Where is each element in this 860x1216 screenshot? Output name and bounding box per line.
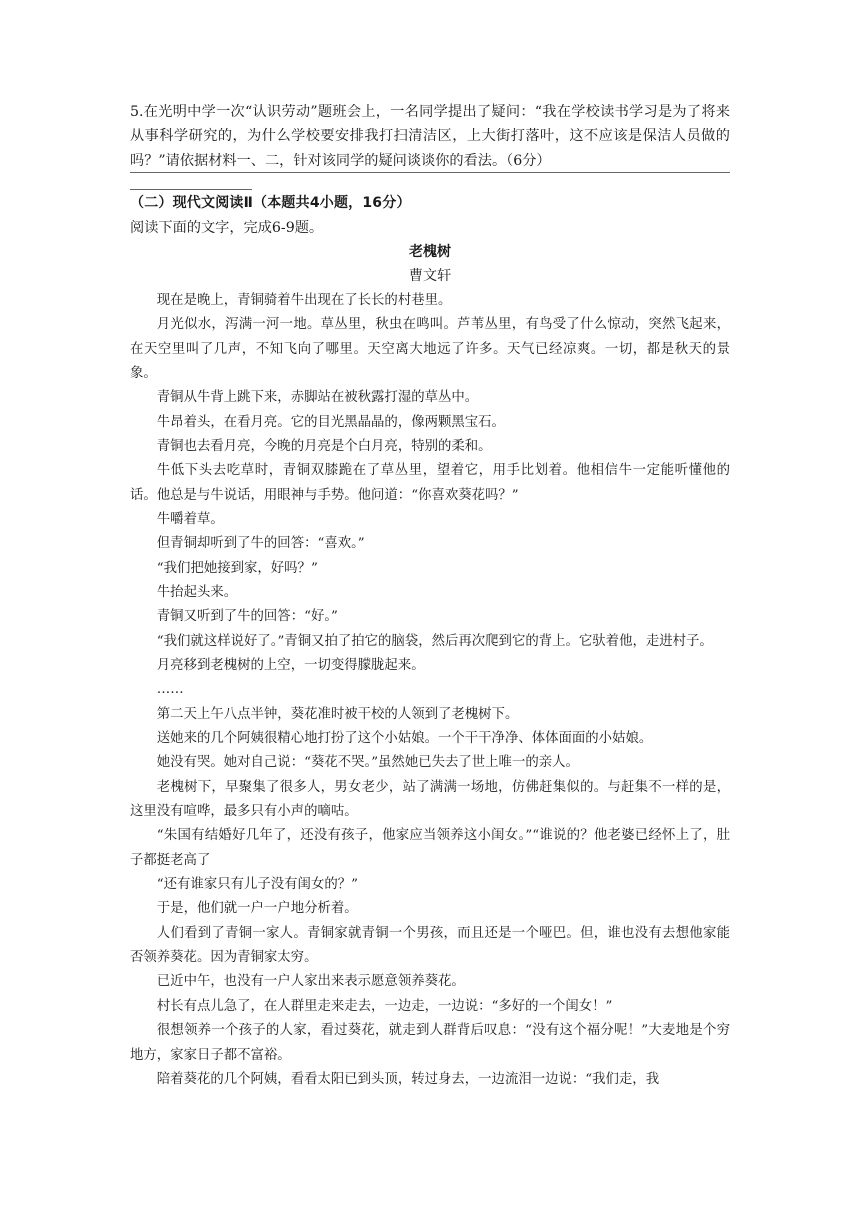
article-paragraph: 牛抬起头来。: [156, 584, 238, 600]
article-paragraph: 很想领养一个孩子的人家，看过葵花，就走到人群背后叹息：“没有这个福分呢！”大麦地是个穷地方，家家日子都不富裕。: [130, 1023, 730, 1063]
article-paragraph: 现在是晚上，青铜骑着牛出现在了长长的村巷里。: [156, 292, 452, 308]
section-heading: （二）现代文阅读Ⅱ（本题共4小题，16分）: [130, 195, 411, 212]
answer-line-short: [130, 189, 252, 190]
article-paragraph: 老槐树下，早聚集了很多人，男女老少，站了满满一场地，仿佛赶集似的。与赶集不一样的是，这里没有喧哗，最多只有小声的嘀咕。: [130, 779, 730, 820]
article-paragraph: 青铜从牛背上跳下来，赤脚站在被秋露打湿的草丛中。: [156, 390, 479, 406]
article-paragraph: 牛低下头去吃草时，青铜双膝跪在了草丛里，望着它，用手比划着。他相信牛一定能听懂他的话。他总是与牛说话，用眼神与手势。他问道：“你喜欢葵花吗？”: [130, 463, 730, 503]
article-paragraph: 牛嚼着草。: [156, 511, 224, 527]
article-paragraph: 人们看到了青铜一家人。青铜家就青铜一个男孩，而且还是一个哑巴。但，谁也没有去想他家能否领养葵花。因为青铜家太穷。: [130, 925, 730, 966]
article-paragraph: 村长有点儿急了，在人群里走来走去，一边走，一边说：“多好的一个闺女！”: [156, 998, 613, 1014]
page-content: [130, 100, 730, 1092]
article-paragraph: 第二天上午八点半钟，葵花准时被干校的人领到了老槐树下。: [156, 706, 519, 722]
article-paragraph: 送她来的几个阿姨很精心地打扮了这个小姑娘。一个干干净净、体体面面的小姑娘。: [156, 731, 653, 747]
article-paragraph: 于是，他们就一户一户地分析着。: [156, 901, 358, 917]
article-paragraph: 月光似水，泻满一河一地。草丛里，秋虫在鸣叫。芦苇丛里，有鸟受了什么惊动，突然飞起来，在天空里叫了几声，不知飞向了哪里。天空离大地远了许多。天气已经凉爽。一切，都是秋天的景象。: [130, 317, 730, 381]
article-paragraph: 她没有哭。她对自己说：“葵花不哭。”虽然她已失去了世上唯一的亲人。: [156, 755, 579, 771]
article-paragraph: 陪着葵花的几个阿姨，看看太阳已到头顶，转过身去，一边流泪一边说：“我们走，我: [156, 1071, 660, 1087]
article-paragraph: “我们就这样说好了。”青铜又拍了拍它的脑袋，然后再次爬到它的背上。它驮着他，走进村子。: [156, 633, 713, 649]
article-title: 老槐树: [409, 244, 451, 261]
article-paragraph: 但青铜却听到了牛的回答：“喜欢。”: [156, 536, 365, 552]
question-5: 5.在光明中学一次“认识劳动”题班会上，一名同学提出了疑问：“我在学校读书学习是为了将来从事科学研究的，为什么学校要安排我打扫清洁区，上大街打落叶，这不应该是保洁人员做的吗？”请依据材料一、二，针对该同学的疑问谈谈你的看法。（6分）: [130, 104, 730, 169]
article-paragraph: “还有谁家只有儿子没有闺女的？”: [156, 877, 358, 893]
article-paragraph: 已近中午，也没有一户人家出来表示愿意领养葵花。: [156, 974, 465, 990]
article-body: [130, 289, 730, 1092]
article-paragraph: ……: [156, 682, 184, 698]
article-paragraph: “我们把她接到家，好吗？”: [156, 560, 318, 576]
article-paragraph: 牛昂着头，在看月亮。它的目光黑晶晶的，像两颗黑宝石。: [156, 414, 505, 430]
article-paragraph: “朱国有结婚好几年了，还没有孩子，他家应当领养这小闺女。”“谁说的？他老婆已经怀上了，肚子都挺老高了: [130, 828, 730, 868]
section-intro: 阅读下面的文字，完成6-9题。: [130, 219, 324, 236]
spacer: [130, 173, 730, 189]
article-paragraph: 青铜又听到了牛的回答：“好。”: [156, 609, 338, 625]
article-paragraph: 青铜也去看月亮，今晚的月亮是个白月亮，特别的柔和。: [156, 438, 492, 454]
article-author: 曹文轩: [408, 268, 452, 285]
article-paragraph: 月亮移到老槐树的上空，一切变得朦胧起来。: [156, 658, 425, 673]
